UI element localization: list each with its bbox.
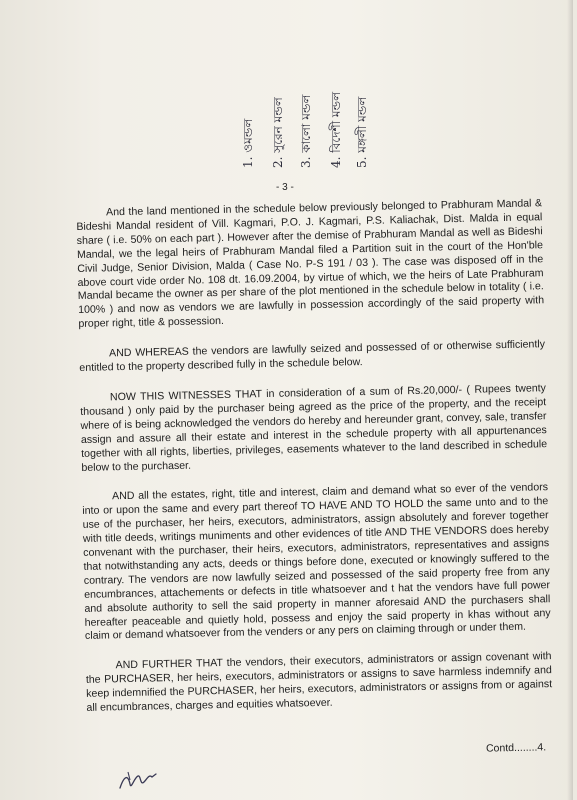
signatory-2 <box>270 97 290 168</box>
signatory-4 <box>328 92 348 168</box>
signatory-signature: সুরেন মন্ডল <box>271 97 285 153</box>
signatory-signature: কালো মন্ডল <box>299 94 313 153</box>
signatory-number: 5. <box>355 156 369 168</box>
signatory-signature: ওমন্ডল <box>241 118 255 153</box>
purchaser-signature-mark <box>118 768 158 794</box>
signatory-number: 2. <box>271 156 285 168</box>
signatory-number: 4. <box>329 156 343 168</box>
signatory-1 <box>240 119 260 168</box>
paragraph-further: AND FURTHER THAT the vendors, their executors, administrators or assign covenant with the PURCHASER, her heirs, executors, administrators or assigns to save harmless indemnify and keep indemnified the PURCHASER, her heirs, executors, administrators or assigns from or against all encumbrances, charges and equities whatsoever. <box>85 650 553 714</box>
signatory-signature: বিদেশী মন্ডল <box>329 91 343 153</box>
page-number: - 3 - <box>276 182 294 193</box>
signatory-3 <box>298 95 318 168</box>
paragraph-whereas: AND WHEREAS the vendors are lawfully seized and possessed of or otherwise sufficiently entitled to the property described fully in the schedule below. <box>79 338 546 375</box>
signatory-list <box>236 18 369 168</box>
signatory-number: 1. <box>241 156 255 168</box>
signatory-5 <box>354 97 374 168</box>
page-fold-shadow <box>567 0 573 800</box>
signatory-signature: মঙ্গলী মন্ডল <box>355 96 369 153</box>
deed-body <box>76 197 553 732</box>
paragraph-witnesses: NOW THIS WITNESSES THAT in consideration of a sum of Rs.20,000/- ( Rupees twenty thousand ) only paid by the purchaser being agreed as the price of the property, and the receipt where of is being acknowledged the vendors do hereby and hereunder grant, convey, sale, transfer assign and assure all their estate and interest in the schedule property with all appurtenances together with all rights, liberties, privileges, easements whatever to the land described in schedule below to the purchaser. <box>80 382 548 474</box>
signatory-number: 3. <box>299 156 313 168</box>
paragraph-history: And the land mentioned in the schedule below previously belonged to Prabhuram Mandal & Bideshi Mandal resident of Vill. Kagmari, P.O. J. Kagmari, P.S. Kaliachak, Dist. Malda in equal share ( i.e. 50% on each part ). However after the demise of Prabhuram Mandal as well as Bideshi Mandal, we the legal heirs of Prabhuram Mandal filed a Partition suit in the court of the Hon'ble Civil Judge, Senior Division, Malda ( Case No. P-S 191 / 03 ). The case was disposed off in the above court vide order No. 108 dt. 16.09.2004, by virtue of which, we the heirs of Late Prabhuram Mandal became the owner as per share of the plot mentioned in the schedule below in totality ( i.e. 100% ) and now as vendors we are lawfully in possession accordingly of the said property with proper right, title & possession. <box>76 197 545 331</box>
continued-marker: Contd........4. <box>485 741 547 755</box>
paragraph-to-have-and-hold: AND all the estates, right, title and interest, claim and demand what so ever of the vendors into or upon the same and every part thereof TO HAVE AND TO HOLD the same unto and to the use of the purchaser, her heirs, executors, administrators, assign absolutely and forever together with title deeds, writings muniments and other evidences of title AND THE VENDORS does hereby convenant with the purchaser, their heirs, executors, administrators, representatives and assigns that notwithstanding any acts, deeds or things before done, executed or knowingly suffered to the contrary. The vendors are now lawfully seized and possessed of the said property free from any encumbrances, attachements or defects in title whatsoever and t hat the vendors have full power and absolute authority to sell the said property in manner aforesaid AND the purchasers shall hereafter peaceable and quietly hold, possess and enjoy the said property in khas without any claim or demand whatsoever from the venders or any pers on claiming through or under them. <box>82 481 551 643</box>
